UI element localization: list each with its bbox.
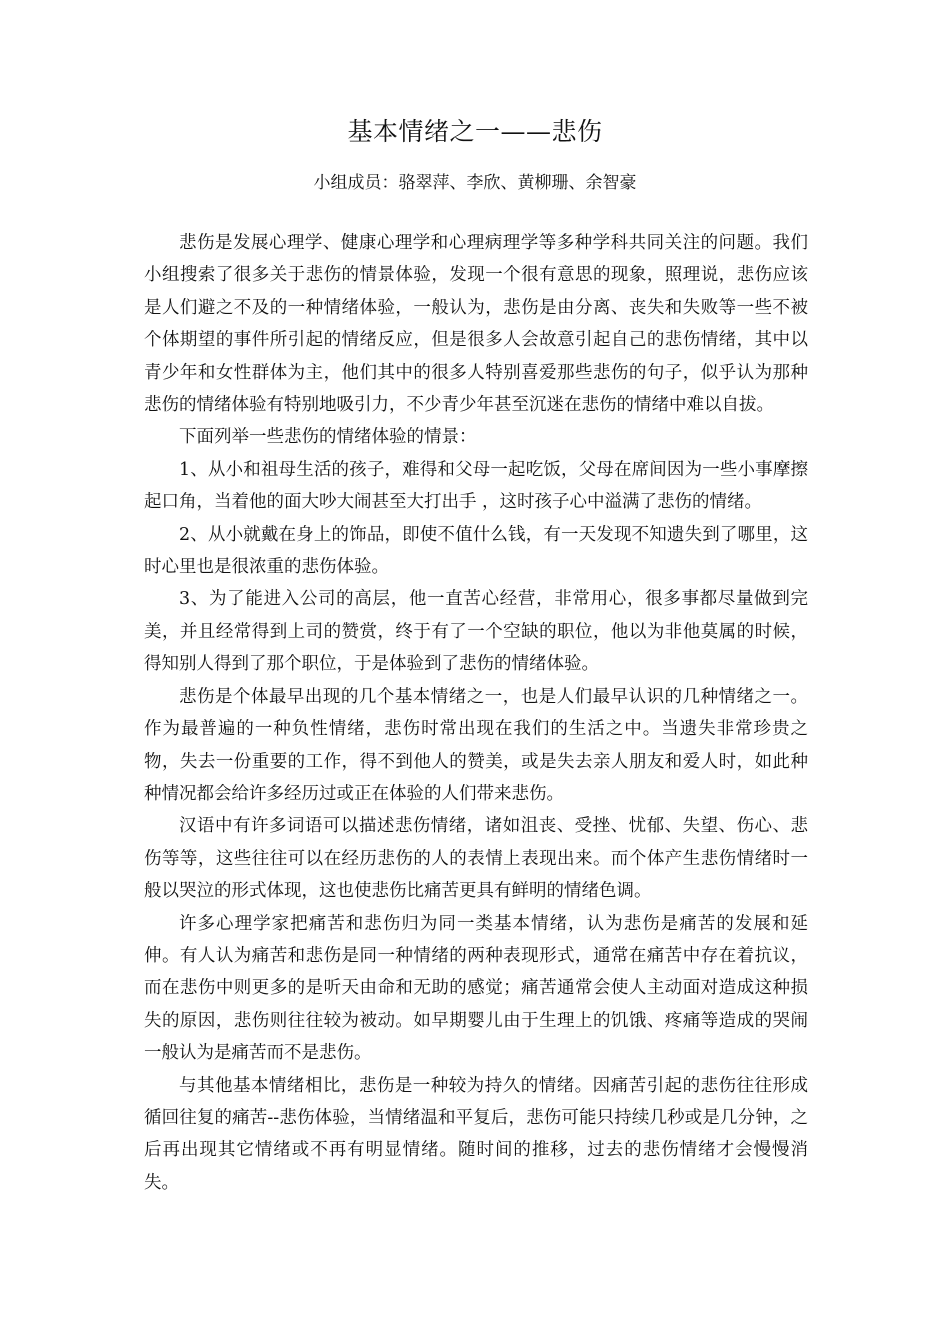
paragraph-basic-emotion: 悲伤是个体最早出现的几个基本情绪之一，也是人们最早认识的几种情绪之一。作为最普遍的一种负性情绪，悲伤时常出现在我们的生活之中。当遗失非常珍贵之物，失去一份重要的工作，得不到他人的赞美，或是失去亲人朋友和爱人时，如此种种情况都会给许多经历过或正在体验的人们带来悲伤。 — [144, 686, 808, 804]
paragraph-pain-and-sadness: 许多心理学家把痛苦和悲伤归为同一类基本情绪，认为悲伤是痛苦的发展和延伸。有人认为痛苦和悲伤是同一种情绪的两种表现形式，通常在痛苦中存在着抗议，而在悲伤中则更多的是听天由命和无助的感觉；痛苦通常会使人主动面对造成这种损失的原因，悲伤则往往较为被动。如早期婴儿由于生理上的饥饿、疼痛等造成的哭闹一般认为是痛苦而不是悲伤。 — [144, 913, 808, 1064]
paragraph-scenario-2: 2、从小就戴在身上的饰品，即使不值什么钱，有一天发现不知遗失到了哪里，这时心里也是很浓重的悲伤体验。 — [144, 524, 808, 578]
paragraph-scenarios-heading: 下面列举一些悲伤的情绪体验的情景： — [179, 427, 477, 448]
paragraph-chinese-words: 汉语中有许多词语可以描述悲伤情绪，诸如沮丧、受挫、忧郁、失望、伤心、悲伤等等，这些往往可以在经历悲伤的人的表情上表现出来。而个体产生悲伤情绪时一般以哭泣的形式体现，这也使悲伤比痛苦更具有鲜明的情绪色调。 — [144, 816, 808, 902]
paragraph-duration: 与其他基本情绪相比，悲伤是一种较为持久的情绪。因痛苦引起的悲伤往往形成循回往复的痛苦--悲伤体验，当情绪温和平复后，悲伤可能只持续几秒或是几分钟，之后再出现其它情绪或不再有明显情绪。随时间的推移，过去的悲伤情绪才会慢慢消失。 — [144, 1075, 808, 1193]
document-body — [144, 227, 808, 1199]
paragraph-intro: 悲伤是发展心理学、健康心理学和心理病理学等多种学科共同关注的问题。我们小组搜索了很多关于悲伤的情景体验，发现一个很有意思的现象，照理说，悲伤应该是人们避之不及的一种情绪体验，一般认为，悲伤是由分离、丧失和失败等一些不被个体期望的事件所引起的情绪反应，但是很多人会故意引起自己的悲伤情绪，其中以青少年和女性群体为主，他们其中的很多人特别喜爱那些悲伤的句子，似乎认为那种悲伤的情绪体验有特别地吸引力，不少青少年甚至沉迷在悲伤的情绪中难以自拔。 — [144, 233, 808, 416]
paragraph-scenario-1: 1、从小和祖母生活的孩子，难得和父母一起吃饭，父母在席间因为一些小事摩擦起口角，当着他的面大吵大闹甚至大打出手 ，这时孩子心中溢满了悲伤的情绪。 — [144, 459, 808, 513]
group-members-line: 小组成员：骆翠萍、李欣、黄柳珊、余智豪 — [313, 173, 637, 193]
document-title: 基本情绪之一——悲伤 — [347, 117, 603, 146]
paragraph-scenario-3: 3、为了能进入公司的高层，他一直苦心经营，非常用心，很多事都尽量做到完美，并且经常得到上司的赞赏，终于有了一个空缺的职位，他以为非他莫属的时候，得知别人得到了那个职位，于是体验到了悲伤的情绪体验。 — [144, 589, 808, 675]
